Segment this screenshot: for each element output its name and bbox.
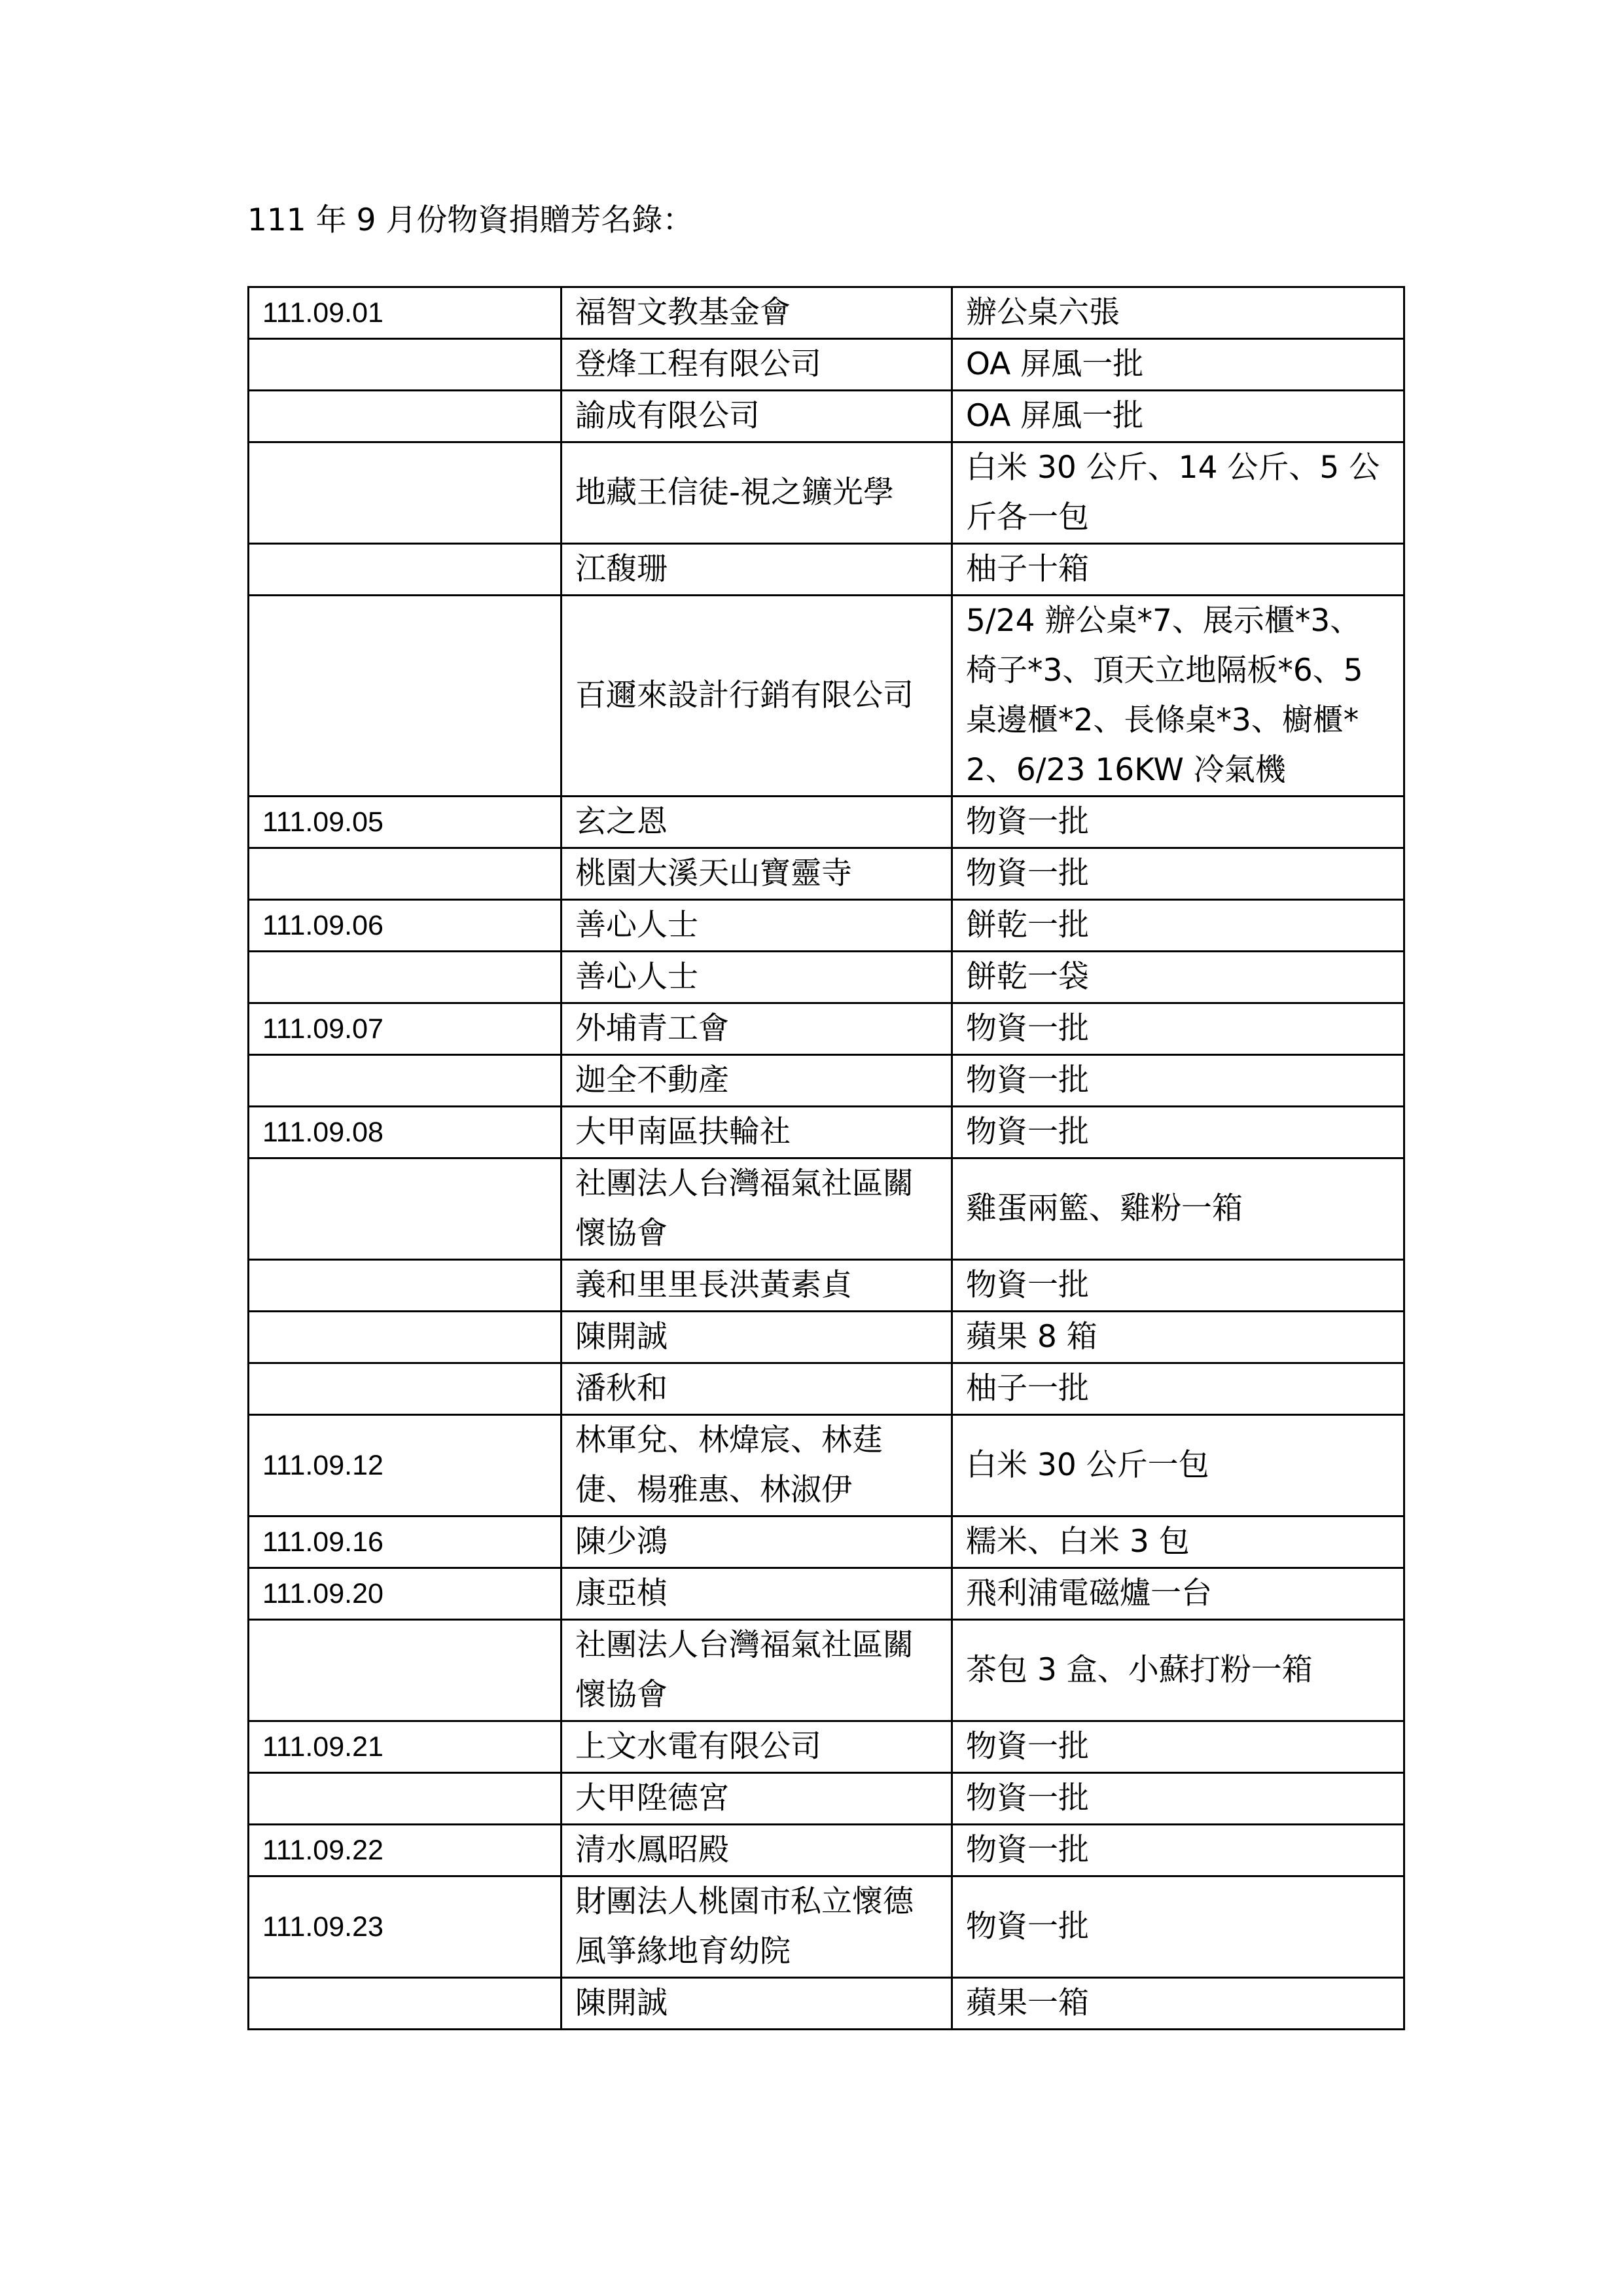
table-row: [249, 1260, 1404, 1312]
donor-cell: 陳開誠: [562, 1978, 952, 2030]
table-row: [249, 1773, 1404, 1825]
table-row: [249, 1363, 1404, 1415]
item-cell: 糯米、白米 3 包: [952, 1516, 1404, 1568]
table-row: [249, 544, 1404, 596]
item-cell: 白米 30 公斤、14 公斤、5 公斤各一包: [952, 442, 1404, 544]
date-cell: 111.09.07: [249, 1003, 562, 1055]
table-row: [249, 900, 1404, 952]
donor-cell: 善心人士: [562, 952, 952, 1003]
donor-cell: 登烽工程有限公司: [562, 339, 952, 391]
table-row: [249, 1568, 1404, 1620]
item-cell: 柚子十箱: [952, 544, 1404, 596]
item-cell: 辦公桌六張: [952, 287, 1404, 339]
item-cell: 蘋果 8 箱: [952, 1312, 1404, 1363]
page-title: 111 年 9 月份物資捐贈芳名錄：: [247, 202, 694, 238]
donor-cell: 陳少鴻: [562, 1516, 952, 1568]
date-cell: [249, 339, 562, 391]
table-row: [249, 442, 1404, 544]
date-cell: [249, 1055, 562, 1107]
donor-cell: 社團法人台灣福氣社區關懷協會: [562, 1620, 952, 1721]
item-cell: 物資一批: [952, 1825, 1404, 1876]
donor-cell: 大甲陞德宮: [562, 1773, 952, 1825]
date-cell: [249, 1260, 562, 1312]
item-cell: 物資一批: [952, 1773, 1404, 1825]
donor-cell: 陳開誠: [562, 1312, 952, 1363]
date-cell: 111.09.22: [249, 1825, 562, 1876]
item-cell: OA 屏風一批: [952, 391, 1404, 442]
date-cell: [249, 1620, 562, 1721]
donor-cell: 迦全不動產: [562, 1055, 952, 1107]
donor-cell: 外埔青工會: [562, 1003, 952, 1055]
table-row: [249, 1107, 1404, 1158]
item-cell: 物資一批: [952, 1721, 1404, 1773]
date-cell: [249, 848, 562, 900]
date-cell: 111.09.05: [249, 797, 562, 848]
date-cell: [249, 1773, 562, 1825]
date-cell: [249, 1363, 562, 1415]
table-row: [249, 1620, 1404, 1721]
item-cell: 餅乾一袋: [952, 952, 1404, 1003]
date-cell: 111.09.01: [249, 287, 562, 339]
donor-cell: 潘秋和: [562, 1363, 952, 1415]
table-row: [249, 1003, 1404, 1055]
item-cell: 白米 30 公斤一包: [952, 1415, 1404, 1516]
item-cell: 餅乾一批: [952, 900, 1404, 952]
item-cell: 柚子一批: [952, 1363, 1404, 1415]
table-row: [249, 339, 1404, 391]
date-cell: 111.09.20: [249, 1568, 562, 1620]
donor-cell: 江馥珊: [562, 544, 952, 596]
table-row: [249, 596, 1404, 797]
donor-cell: 桃園大溪天山寶靈寺: [562, 848, 952, 900]
table-row: [249, 952, 1404, 1003]
item-cell: 飛利浦電磁爐一台: [952, 1568, 1404, 1620]
item-cell: 茶包 3 盒、小蘇打粉一箱: [952, 1620, 1404, 1721]
donor-cell: 百邇來設計行銷有限公司: [562, 596, 952, 797]
donor-cell: 地藏王信徒-視之鑛光學: [562, 442, 952, 544]
item-cell: OA 屏風一批: [952, 339, 1404, 391]
date-cell: 111.09.12: [249, 1415, 562, 1516]
donor-cell: 財團法人桃園市私立懷德風箏緣地育幼院: [562, 1876, 952, 1978]
table-row: [249, 1825, 1404, 1876]
date-cell: [249, 1978, 562, 2030]
donation-table: [247, 286, 1405, 2030]
table-row: [249, 1055, 1404, 1107]
date-cell: [249, 596, 562, 797]
table-row: [249, 797, 1404, 848]
donor-cell: 玄之恩: [562, 797, 952, 848]
donor-cell: 社團法人台灣福氣社區關懷協會: [562, 1158, 952, 1260]
donor-cell: 義和里里長洪黃素貞: [562, 1260, 952, 1312]
date-cell: [249, 544, 562, 596]
table-row: [249, 1415, 1404, 1516]
table-row: [249, 1312, 1404, 1363]
item-cell: 物資一批: [952, 1055, 1404, 1107]
table-row: [249, 1158, 1404, 1260]
table-row: [249, 1978, 1404, 2030]
item-cell: 物資一批: [952, 797, 1404, 848]
table-row: [249, 1876, 1404, 1978]
date-cell: 111.09.23: [249, 1876, 562, 1978]
date-cell: 111.09.21: [249, 1721, 562, 1773]
date-cell: 111.09.06: [249, 900, 562, 952]
item-cell: 物資一批: [952, 848, 1404, 900]
date-cell: [249, 391, 562, 442]
donor-cell: 諭成有限公司: [562, 391, 952, 442]
table-row: [249, 287, 1404, 339]
table-row: [249, 1516, 1404, 1568]
date-cell: 111.09.08: [249, 1107, 562, 1158]
item-cell: 物資一批: [952, 1876, 1404, 1978]
item-cell: 物資一批: [952, 1003, 1404, 1055]
date-cell: [249, 1312, 562, 1363]
item-cell: 物資一批: [952, 1107, 1404, 1158]
table-row: [249, 848, 1404, 900]
item-cell: 物資一批: [952, 1260, 1404, 1312]
donor-cell: 康亞楨: [562, 1568, 952, 1620]
donor-cell: 善心人士: [562, 900, 952, 952]
donation-table-body: [249, 287, 1404, 2030]
item-cell: 5/24 辦公桌*7、展示櫃*3、椅子*3、頂天立地隔板*6、5 桌邊櫃*2、長條桌*3、櫥櫃*2、6/23 16KW 冷氣機: [952, 596, 1404, 797]
date-cell: [249, 442, 562, 544]
item-cell: 雞蛋兩籃、雞粉一箱: [952, 1158, 1404, 1260]
donor-cell: 清水鳳昭殿: [562, 1825, 952, 1876]
date-cell: 111.09.16: [249, 1516, 562, 1568]
item-cell: 蘋果一箱: [952, 1978, 1404, 2030]
donor-cell: 林軍兌、林煒宸、林莛倢、楊雅惠、林淑伊: [562, 1415, 952, 1516]
table-row: [249, 391, 1404, 442]
date-cell: [249, 952, 562, 1003]
table-row: [249, 1721, 1404, 1773]
date-cell: [249, 1158, 562, 1260]
donor-cell: 上文水電有限公司: [562, 1721, 952, 1773]
donor-cell: 大甲南區扶輪社: [562, 1107, 952, 1158]
donor-cell: 福智文教基金會: [562, 287, 952, 339]
